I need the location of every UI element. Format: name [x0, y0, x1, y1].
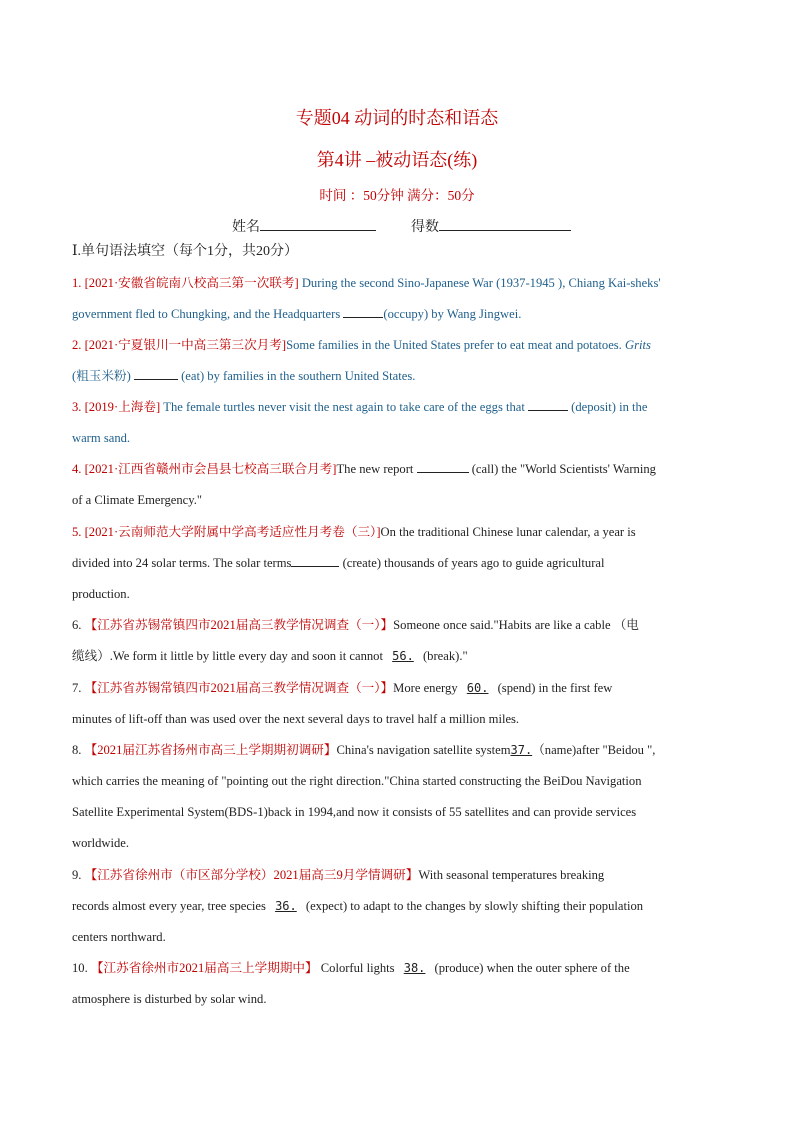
page-title: 专题04 动词的时态和语态 [295, 108, 499, 128]
question-text: government fled to Chungking, and the Headquarters [72, 307, 344, 321]
question-text: During the second Sino-Japanese War (1937-1945 ), Chiang Kai-sheks' [301, 276, 661, 290]
question-source: 【江苏省苏锡常镇四市2021届高三教学情况调查（一）】 [84, 681, 394, 695]
question-text: Satellite Experimental System(BDS-1)back in 1994,and now it consists of 55 satellites and can provide services [72, 805, 637, 819]
question-text: warm sand. [72, 431, 131, 445]
question-text: (expect) to adapt to the changes by slowly shifting their population [302, 899, 644, 913]
question-number: 9. [72, 868, 82, 882]
question-source: 【江苏省徐州市（市区部分学校）2021届高三9月学情调研】 [84, 868, 419, 882]
question-text: (produce) when the outer sphere of the [431, 961, 630, 975]
question-item [72, 268, 722, 330]
answer-blank[interactable] [417, 460, 469, 473]
answer-number-blank[interactable]: 37. [510, 743, 533, 757]
question-item [72, 392, 722, 454]
question-text: divided into 24 solar terms. The solar terms [72, 556, 292, 570]
question-text: (call) the "World Scientists' Warning [468, 462, 656, 476]
score-blank[interactable] [439, 216, 571, 231]
question-source: 【2021届江苏省扬州市高三上学期期初调研】 [84, 743, 337, 757]
question-number: 10. [72, 961, 88, 975]
answer-blank[interactable] [343, 305, 383, 318]
question-text: Colorful lights [317, 961, 398, 975]
question-number: 7. [72, 681, 82, 695]
question-source: 【江苏省徐州市2021届高三上学期期中】 [90, 961, 318, 975]
question-text: More energy [393, 681, 461, 695]
question-text: (eat) by families in the southern United States. [177, 369, 416, 383]
question-text: records almost every year, tree species [72, 899, 270, 913]
section-title: Ⅰ.单句语法填空（每个1分，共20分） [72, 244, 299, 259]
question-text: atmosphere is disturbed by solar wind. [72, 992, 267, 1006]
question-text: minutes of lift-off than was used over the next several days to travel half a million miles. [72, 712, 520, 726]
question-text: centers northward. [72, 930, 166, 944]
answer-number-blank[interactable]: 36. [275, 899, 297, 913]
question-text: On the traditional Chinese lunar calendar, a year is [380, 525, 636, 539]
question-text: Grits [624, 338, 651, 352]
question-text: China's navigation satellite system [336, 743, 511, 757]
question-item [72, 610, 722, 672]
answer-number-blank[interactable]: 60. [466, 681, 489, 695]
question-source: 3. [2019·上海卷] [72, 400, 164, 414]
question-text: (break)." [419, 649, 468, 663]
question-number: 8. [72, 743, 82, 757]
question-source: 4. [2021·江西省赣州市会昌县七校高三联合月考] [72, 462, 337, 476]
question-source: 1. [2021·安徽省皖南八校高三第一次联考] [72, 276, 302, 290]
question-text: Some families in the United States prefer to eat meat and potatoes. [286, 338, 625, 352]
question-text: (occupy) by Wang Jingwei. [383, 307, 522, 321]
question-number: 6. [72, 618, 82, 632]
question-item [72, 735, 722, 859]
answer-number-blank[interactable]: 56. [392, 649, 414, 663]
question-text: worldwide. [72, 836, 130, 850]
question-source: 【江苏省苏锡常镇四市2021届高三教学情况调查（一）】 [84, 618, 394, 632]
question-text: which carries the meaning of "pointing out the right direction."China started constructing the BeiDou Navigation [72, 774, 642, 788]
name-blank[interactable] [260, 216, 376, 231]
question-item [72, 860, 722, 953]
question-text: (spend) in the first few [494, 681, 613, 695]
question-text: （name)after "Beidou ", [532, 743, 656, 757]
question-text: production. [72, 587, 130, 601]
question-item [72, 330, 722, 392]
answer-blank[interactable] [528, 398, 568, 411]
question-text: (粗玉米粉) [72, 369, 134, 383]
question-text: The female turtles never visit the nest again to take care of the eggs that [163, 400, 529, 414]
question-source: 2. [2021·宁夏银川一中高三第三次月考] [72, 338, 287, 352]
answer-number-blank[interactable]: 38. [403, 961, 426, 975]
question-text: 缆线）.We form it little by little every day and soon it cannot [72, 649, 387, 663]
question-text: of a Climate Emergency." [72, 493, 202, 507]
name-label: 姓名 [232, 220, 260, 235]
lesson-subtitle: 第4讲 –被动语态(练) [316, 150, 478, 170]
question-item [72, 454, 722, 516]
question-text: (create) thousands of years ago to guide agricultural [339, 556, 605, 570]
question-item [72, 517, 722, 610]
score-label: 得数 [411, 220, 439, 235]
question-item [72, 673, 722, 735]
question-text: Someone once said."Habits are like a cable （电 [393, 618, 639, 632]
time-info: 时间 ：50分钟 满分：50分 [319, 188, 475, 203]
question-source: 5. [2021·云南师范大学附属中学高考适应性月考卷（三）] [72, 525, 381, 539]
question-item [72, 953, 722, 1015]
name-score-row [232, 216, 571, 236]
answer-blank[interactable] [291, 554, 339, 567]
question-text: (deposit) in the [568, 400, 648, 414]
answer-blank[interactable] [134, 367, 178, 380]
question-text: The new report [336, 462, 417, 476]
question-text: With seasonal temperatures breaking [418, 868, 605, 882]
